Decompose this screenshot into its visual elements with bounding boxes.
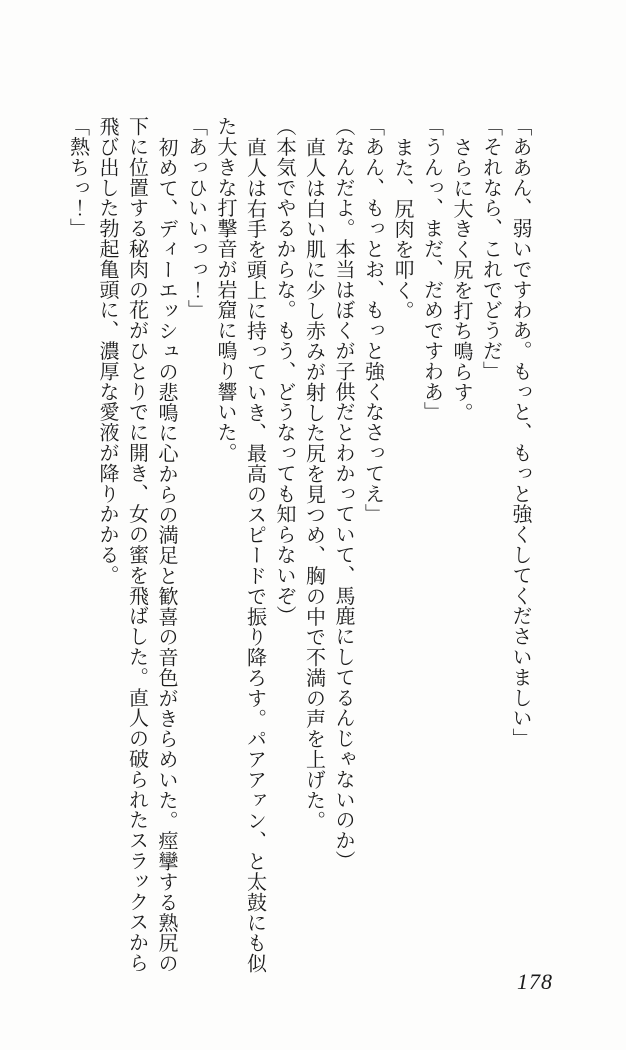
text-column: さらに大きく尻を打ち鳴らす。	[450, 137, 472, 423]
text-column: 「うんっ、まだ、だめですわあ」	[420, 116, 443, 422]
text-column: 直人は白い肌に少し赤みが射した尻を見つめ、胸の中で不満の声を上げた。	[302, 137, 325, 831]
text-column: た大きな打撃音が岩窟に鳴り響いた。	[214, 116, 236, 463]
text-column: 下に位置する秘肉の花がひとりでに開き、女の蜜を飛ばした。直人の破られたスラックスから	[125, 116, 148, 973]
text-columns	[62, 116, 534, 1046]
text-column: 「あん、もっとお、もっと強くなさってえ」	[361, 116, 384, 524]
text-column: 直人は右手を頭上に持っていき、最高のスピードで振り降ろす。パアアァン、と太鼓にも似	[243, 137, 266, 974]
text-column: （なんだよ。本当はぼくが子供だとわかっていて、馬鹿にしてるんじゃないのか）	[332, 116, 354, 871]
text-column: （本気でやるからな。もう、どうなっても知らないぞ）	[273, 116, 295, 626]
text-column: 「それなら、これでどうだ」	[479, 116, 502, 382]
text-column: 飛び出した勃起亀頭に、濃厚な愛液が降りかかる。	[96, 116, 118, 586]
text-column: 「あっひいいっっ！」	[184, 116, 207, 320]
page-number: 178	[517, 969, 553, 994]
text-column: 初めて、ディーエッシュの悲鳴に心からの満足と歓喜の音色がきらめいた。痙攣する熟尻の	[155, 137, 177, 974]
text-column: 「ああん、弱いですわあ。もっと、もっと強くしてくださいましい」	[509, 116, 531, 749]
text-column: また、尻肉を叩く。	[391, 137, 413, 321]
text-column: 「熱ちっ！」	[66, 116, 89, 239]
